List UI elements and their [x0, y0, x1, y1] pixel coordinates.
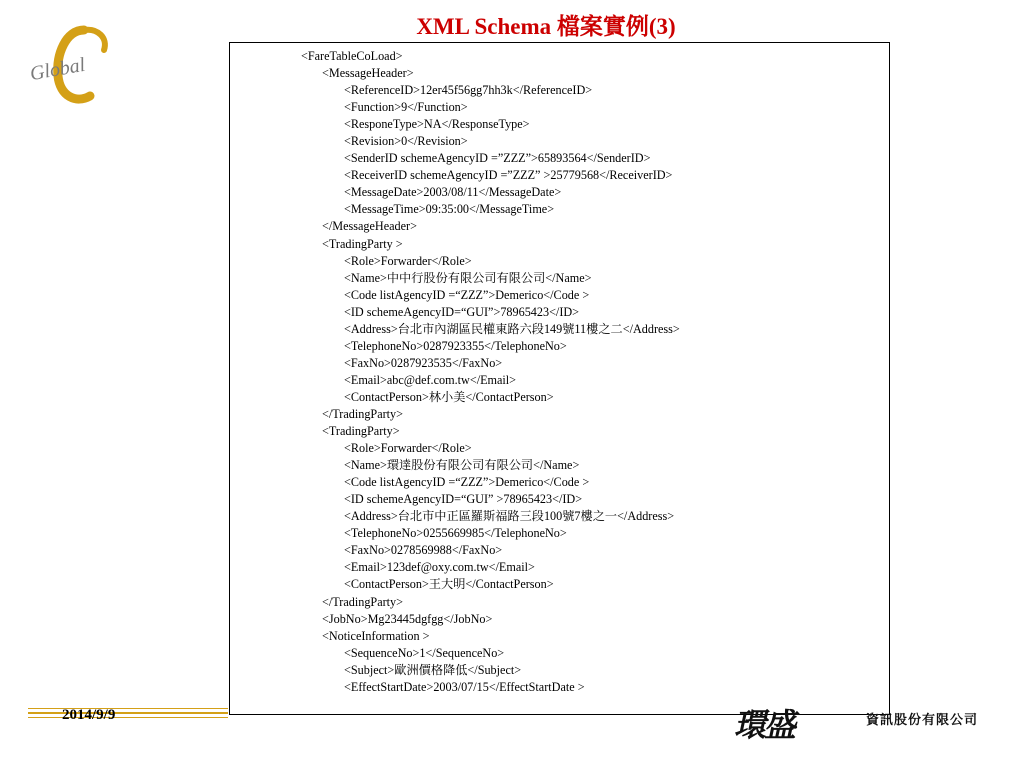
- slide-title: XML Schema 檔案實例(3): [416, 14, 676, 39]
- code-line: <FaxNo>0278569988</FaxNo>: [344, 543, 503, 558]
- code-line: <ReceiverID schemeAgencyID =”ZZZ” >25779568</ReceiverID>: [344, 168, 673, 183]
- code-line: <Subject>歐洲價格降低</Subject>: [344, 662, 522, 677]
- code-line: </TradingParty>: [322, 594, 404, 609]
- code-line: <TelephoneNo>0255669985</TelephoneNo>: [344, 526, 567, 541]
- footer-divider: [28, 708, 228, 722]
- slide-date: 2014/9/9: [62, 707, 116, 723]
- code-line: <TradingParty>: [322, 424, 400, 439]
- code-line: <Code listAgencyID =“ZZZ”>Demerico</Code >: [344, 287, 590, 302]
- code-line: <Name>中中行股份有限公司有限公司</Name>: [344, 270, 592, 285]
- code-line: <ID schemeAgencyID=“GUI”>78965423</ID>: [344, 304, 580, 319]
- code-line: <ReferenceID>12er45f56gg7hh3k</ReferenceID>: [344, 83, 593, 98]
- code-line: <Role>Forwarder</Role>: [344, 441, 472, 456]
- company-logo: 環盛: [732, 706, 801, 744]
- code-line: <ResponeType>NA</ResponseType>: [344, 117, 530, 132]
- code-line: <EffectStartDate>2003/07/15</EffectStartDate >: [344, 679, 585, 694]
- code-line: <SequenceNo>1</SequenceNo>: [344, 645, 505, 660]
- code-line: </TradingParty>: [322, 406, 404, 421]
- code-line: <TelephoneNo>0287923355</TelephoneNo>: [344, 338, 567, 353]
- code-line: <FaxNo>0287923535</FaxNo>: [344, 355, 503, 370]
- code-line: <ID schemeAgencyID=“GUI” >78965423</ID>: [344, 492, 583, 507]
- code-line: <ContactPerson>王大明</ContactPerson>: [344, 577, 554, 592]
- code-line: <Email>123def@oxy.com.tw</Email>: [344, 560, 535, 575]
- code-line: <FareTableCoLoad>: [301, 49, 403, 63]
- code-line: <Function>9</Function>: [344, 100, 468, 115]
- code-line: <ContactPerson>林小美</ContactPerson>: [344, 389, 554, 404]
- code-line: <MessageHeader>: [322, 66, 414, 81]
- code-line: <Revision>0</Revision>: [344, 134, 468, 149]
- code-line: <MessageDate>2003/08/11</MessageDate>: [344, 185, 562, 200]
- company-name: 資訊股份有限公司: [866, 713, 979, 728]
- code-line: <TradingParty >: [322, 236, 403, 251]
- code-line: <Code listAgencyID =“ZZZ”>Demerico</Code >: [344, 475, 590, 490]
- code-line: <MessageTime>09:35:00</MessageTime>: [344, 202, 555, 217]
- code-line: <Address>台北市內湖區民權東路六段149號11樓之二</Address>: [344, 321, 680, 336]
- logo-text: Global: [28, 53, 87, 86]
- code-line: <Email>abc@def.com.tw</Email>: [344, 372, 517, 387]
- code-line: <JobNo>Mg23445dgfgg</JobNo>: [322, 611, 493, 626]
- code-line: <NoticeInformation >: [322, 628, 430, 643]
- global-logo: [26, 24, 122, 106]
- code-line: <Role>Forwarder</Role>: [344, 253, 472, 268]
- code-line: <SenderID schemeAgencyID =”ZZZ”>65893564</SenderID>: [344, 151, 651, 166]
- xml-code-lines: [230, 48, 889, 696]
- code-line: <Name>環達股份有限公司有限公司</Name>: [344, 458, 580, 473]
- code-line: </MessageHeader>: [322, 219, 417, 234]
- xml-code-box: [229, 42, 890, 715]
- code-line: <Address>台北市中正區羅斯福路三段100號7樓之一</Address>: [344, 509, 675, 524]
